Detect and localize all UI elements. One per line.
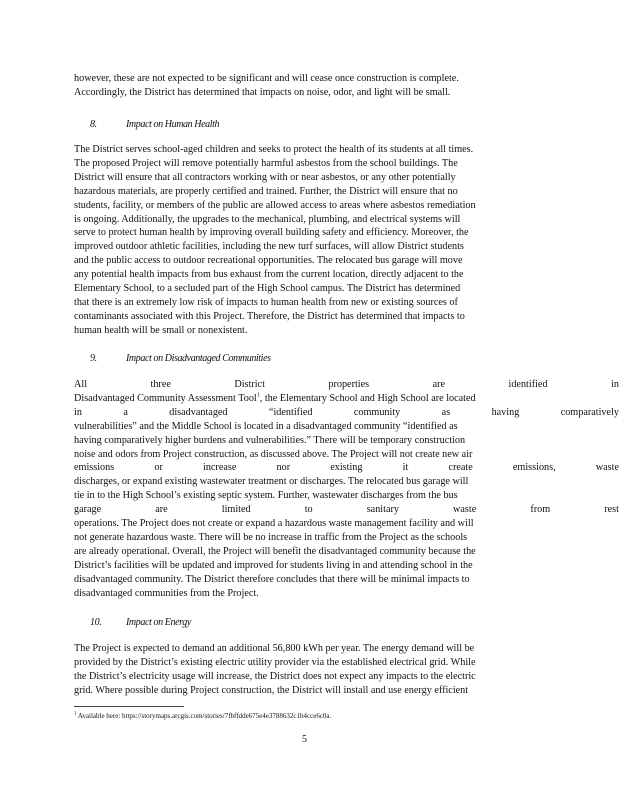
word: are	[155, 504, 168, 516]
section-title: Impact on Human Health	[126, 119, 220, 130]
word: emissions,	[512, 462, 556, 474]
section-heading-human-health	[90, 118, 219, 132]
word: three	[150, 379, 171, 390]
text-line: District’s facilities will be updated and improved for students living in and attending school in the	[74, 559, 473, 571]
word: create	[448, 462, 473, 474]
word: community	[353, 406, 401, 418]
word: having	[491, 406, 520, 418]
word: to	[304, 504, 313, 516]
text-line: not generate hazardous waste. There will be no increase in traffic from the Project as the schools	[74, 531, 468, 543]
text-span: Disadvantaged Community Assessment Tool	[74, 392, 257, 404]
word: garage	[74, 504, 102, 516]
text-line	[74, 392, 619, 406]
paragraph-energy	[74, 642, 544, 698]
text-line: grid. Where possible during Project construction, the District will install and use energy efficient	[74, 684, 469, 696]
word: District	[234, 379, 265, 390]
word: nor	[276, 462, 291, 474]
footnote-number: 1	[74, 711, 77, 717]
paragraph-disadvantaged-communities	[74, 378, 619, 601]
text-line: vulnerabilities” and the Middle School is located in a disadvantaged community “identified as	[74, 420, 458, 432]
word: as	[441, 406, 451, 418]
text-line: provided by the District’s existing electric utility provider via the established electrical grid. While	[74, 656, 476, 668]
footnote-marker: 1	[256, 392, 260, 399]
section-number: 9.	[90, 353, 97, 364]
text-line: that there is an extremely low risk of impacts to human health from new or existing sources of	[74, 296, 458, 308]
text-line: tie in to the High School’s existing septic system. Further, wastewater discharges from the bus	[74, 490, 458, 502]
word: or	[154, 462, 163, 474]
word: properties	[328, 379, 370, 390]
word: waste	[453, 504, 477, 516]
text-line-justified	[74, 503, 619, 517]
paragraph-human-health	[74, 143, 544, 338]
word: rest	[604, 504, 619, 516]
text-line: is ongoing. Additionally, the upgrades to the mechanical, plumbing, and electrical systems will	[74, 213, 461, 225]
text-line: The proposed Project will remove potentially harmful asbestos from the school buildings. The	[74, 157, 458, 169]
word: are	[432, 379, 446, 390]
section-heading-energy	[90, 616, 191, 630]
section-title: Impact on Energy	[126, 617, 191, 628]
word: from	[530, 504, 551, 516]
text-line: students, facility, or members of the public are allowed access to areas where asbestos remediation	[74, 199, 476, 211]
text-line-justified	[74, 461, 619, 475]
text-line: disadvantaged communities from the Project.	[74, 587, 259, 599]
text-span: , the Elementary School and High School are located	[259, 392, 476, 404]
text-line: Accordingly, the District has determined that impacts on noise, odor, and light will be small.	[74, 86, 451, 98]
section-title: Impact on Disadvantaged Communities	[126, 353, 271, 364]
text-line: The District serves school-aged children and seeks to protect the health of its students at all times.	[74, 144, 474, 155]
text-line: having comparatively higher burdens and vulnerabilities.” There will be temporary construction	[74, 434, 466, 446]
word: limited	[221, 504, 251, 516]
word: increase	[202, 462, 237, 474]
word: emissions	[74, 462, 115, 474]
paragraph-noise-odor-light	[74, 72, 544, 100]
text-line: the District’s electricity usage will increase, the District does not expect any impacts to the electric	[74, 670, 476, 682]
text-line: improved outdoor athletic facilities, including the new turf surfaces, will allow District students	[74, 241, 464, 253]
text-line: however, these are not expected to be significant and will cease once construction is complete.	[74, 73, 459, 84]
text-line-justified	[74, 406, 619, 420]
word: identified	[508, 379, 548, 390]
text-line: Elementary School, to a secluded part of the High School campus. The District has determined	[74, 283, 461, 295]
word: comparatively	[560, 406, 619, 418]
word: in	[74, 406, 82, 418]
word: waste	[595, 462, 619, 474]
word: sanitary	[366, 504, 399, 516]
text-line: hazardous materials, are properly certified and trained. Further, the District will ensure that no	[74, 185, 458, 197]
text-line: human health will be small or nonexistent.	[74, 324, 248, 336]
text-line: contaminants associated with this Project. Therefore, the District has determined that impacts to	[74, 310, 465, 322]
word: it	[402, 462, 409, 474]
word: disadvantaged	[169, 406, 228, 418]
text-line: The Project is expected to demand an additional 56,800 kWh per year. The energy demand will be	[74, 643, 475, 654]
word: in	[611, 379, 619, 390]
section-number: 10.	[90, 617, 102, 628]
text-line: and the public access to outdoor recreational opportunities. The relocated bus garage will move	[74, 255, 463, 267]
word: a	[123, 406, 128, 418]
footnote	[74, 712, 331, 721]
text-line: serve to protect human health by improving overall building safety and efficiency. Moreover, the	[74, 227, 469, 239]
text-line: operations. The Project does not create or expand a hazardous waste management facility and will	[74, 518, 474, 530]
section-number: 8.	[90, 119, 97, 130]
page-number: 5	[302, 734, 307, 745]
section-heading-disadvantaged-communities	[90, 352, 271, 366]
text-line: any potential health impacts from bus exhaust from the current location, directly adjacent to the	[74, 269, 464, 281]
text-line: are already operational. Overall, the Project will benefit the disadvantaged community because the	[74, 545, 476, 557]
text-line: noise and odors from Project construction, as discussed above. The Project will not create new air	[74, 448, 473, 460]
text-line-justified	[74, 378, 619, 392]
text-line: District will ensure that all contractors working with or near asbestos, or any other potentially	[74, 171, 456, 183]
word: existing	[330, 462, 363, 474]
word: “identified	[268, 406, 313, 418]
footnote-text[interactable]: Available here: https://storymaps.arcgis.com/stories/7fbffdde675e4e3788632c1b4cce6c0a.	[76, 712, 332, 720]
text-line: disadvantaged community. The District therefore concludes that there will be minimal impacts to	[74, 573, 470, 585]
text-line: discharges, or expand existing wastewater treatment or discharges. The relocated bus garage will	[74, 476, 469, 488]
footnote-separator	[74, 706, 184, 707]
word: All	[74, 379, 88, 390]
